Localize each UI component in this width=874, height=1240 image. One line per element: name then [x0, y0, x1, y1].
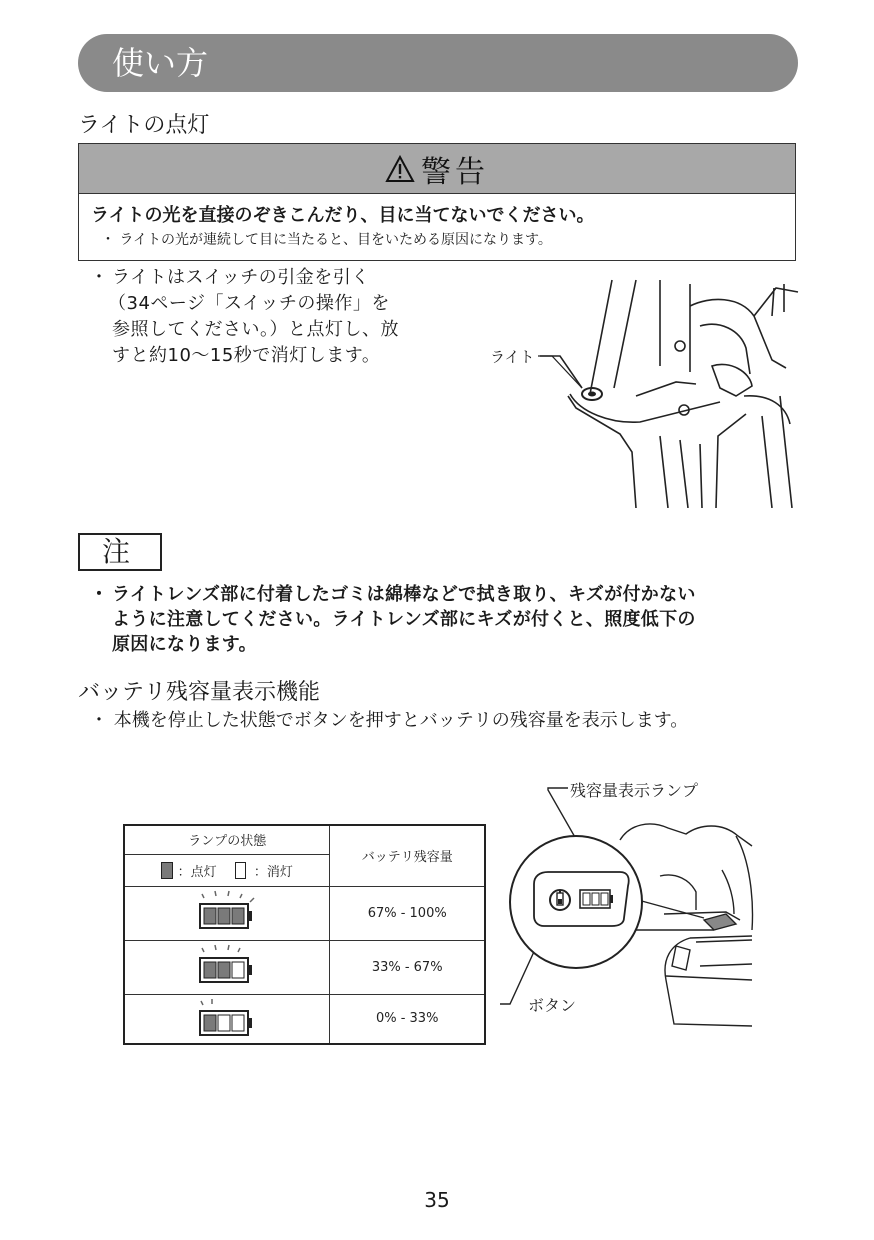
note-label-box: 注: [78, 533, 162, 571]
light-bullet-mark: ・: [90, 267, 109, 288]
battery-two-thirds-icon: [192, 942, 262, 988]
battery-indicator-illustration: [500, 780, 758, 1030]
lamp-figure-label: 残容量表示ランプ: [570, 781, 699, 800]
battery-row-3-capacity: 0% - 33%: [330, 994, 485, 1044]
battery-row-1-icon: [124, 886, 330, 940]
battery-row-2-capacity: 33% - 67%: [330, 940, 485, 994]
battery-description: ・ 本機を停止した状態でボタンを押すとバッテリの残容量を表示します。: [90, 710, 689, 731]
tool-light-illustration: [540, 276, 800, 508]
battery-low-icon: [192, 995, 262, 1039]
light-bullet-line-3: 参照してください。）と点灯し、放: [112, 319, 399, 340]
light-figure-label: ライト: [490, 348, 535, 366]
note-bullet-mark: ・: [90, 584, 109, 605]
button-figure-label: ボタン: [528, 996, 577, 1015]
warning-box: [78, 143, 796, 261]
battery-level-table: [123, 824, 486, 1045]
battery-row-1-capacity: 67% - 100%: [330, 886, 485, 940]
note-line-2: ように注意してください。ライトレンズ部にキズが付くと、照度低下の: [112, 609, 696, 630]
section-title: 使い方: [112, 44, 209, 82]
lit-legend-label: ：点灯: [177, 864, 217, 880]
light-leader-line: [538, 350, 588, 390]
light-heading: ライトの点灯: [78, 113, 210, 138]
battery-full-icon: [192, 888, 262, 934]
lamp-state-header: ランプの状態: [124, 825, 330, 854]
battery-row-3-icon: [124, 994, 330, 1044]
battery-row-2-icon: [124, 940, 330, 994]
warning-header: [79, 144, 795, 194]
unlit-legend-swatch: [235, 862, 246, 879]
light-bullet-line-4: すと約10〜15秒で消灯します。: [112, 345, 381, 366]
light-bullet-line-2: （34ページ「スイッチの操作」を: [108, 293, 390, 314]
capacity-header: バッテリ残容量: [330, 825, 485, 886]
warning-sub-text: ・ ライトの光が連続して目に当たると、目をいためる原因になります。: [101, 232, 552, 248]
light-bullet-line-1: ライトはスイッチの引金を引く: [112, 267, 370, 288]
unlit-legend-label: ：消灯: [253, 864, 293, 880]
lamp-legend: [124, 854, 330, 886]
warning-title: 警告: [421, 154, 489, 190]
warning-main-text: ライトの光を直接のぞきこんだり、目に当てないでください。: [91, 205, 595, 226]
note-line-1: ライトレンズ部に付着したゴミは綿棒などで拭き取り、キズが付かない: [112, 584, 696, 605]
warning-triangle-icon: [385, 155, 415, 183]
battery-heading: バッテリ残容量表示機能: [78, 680, 321, 705]
note-line-3: 原因になります。: [112, 634, 257, 655]
page-number: 35: [424, 1188, 450, 1212]
lit-legend-swatch: [161, 862, 173, 879]
